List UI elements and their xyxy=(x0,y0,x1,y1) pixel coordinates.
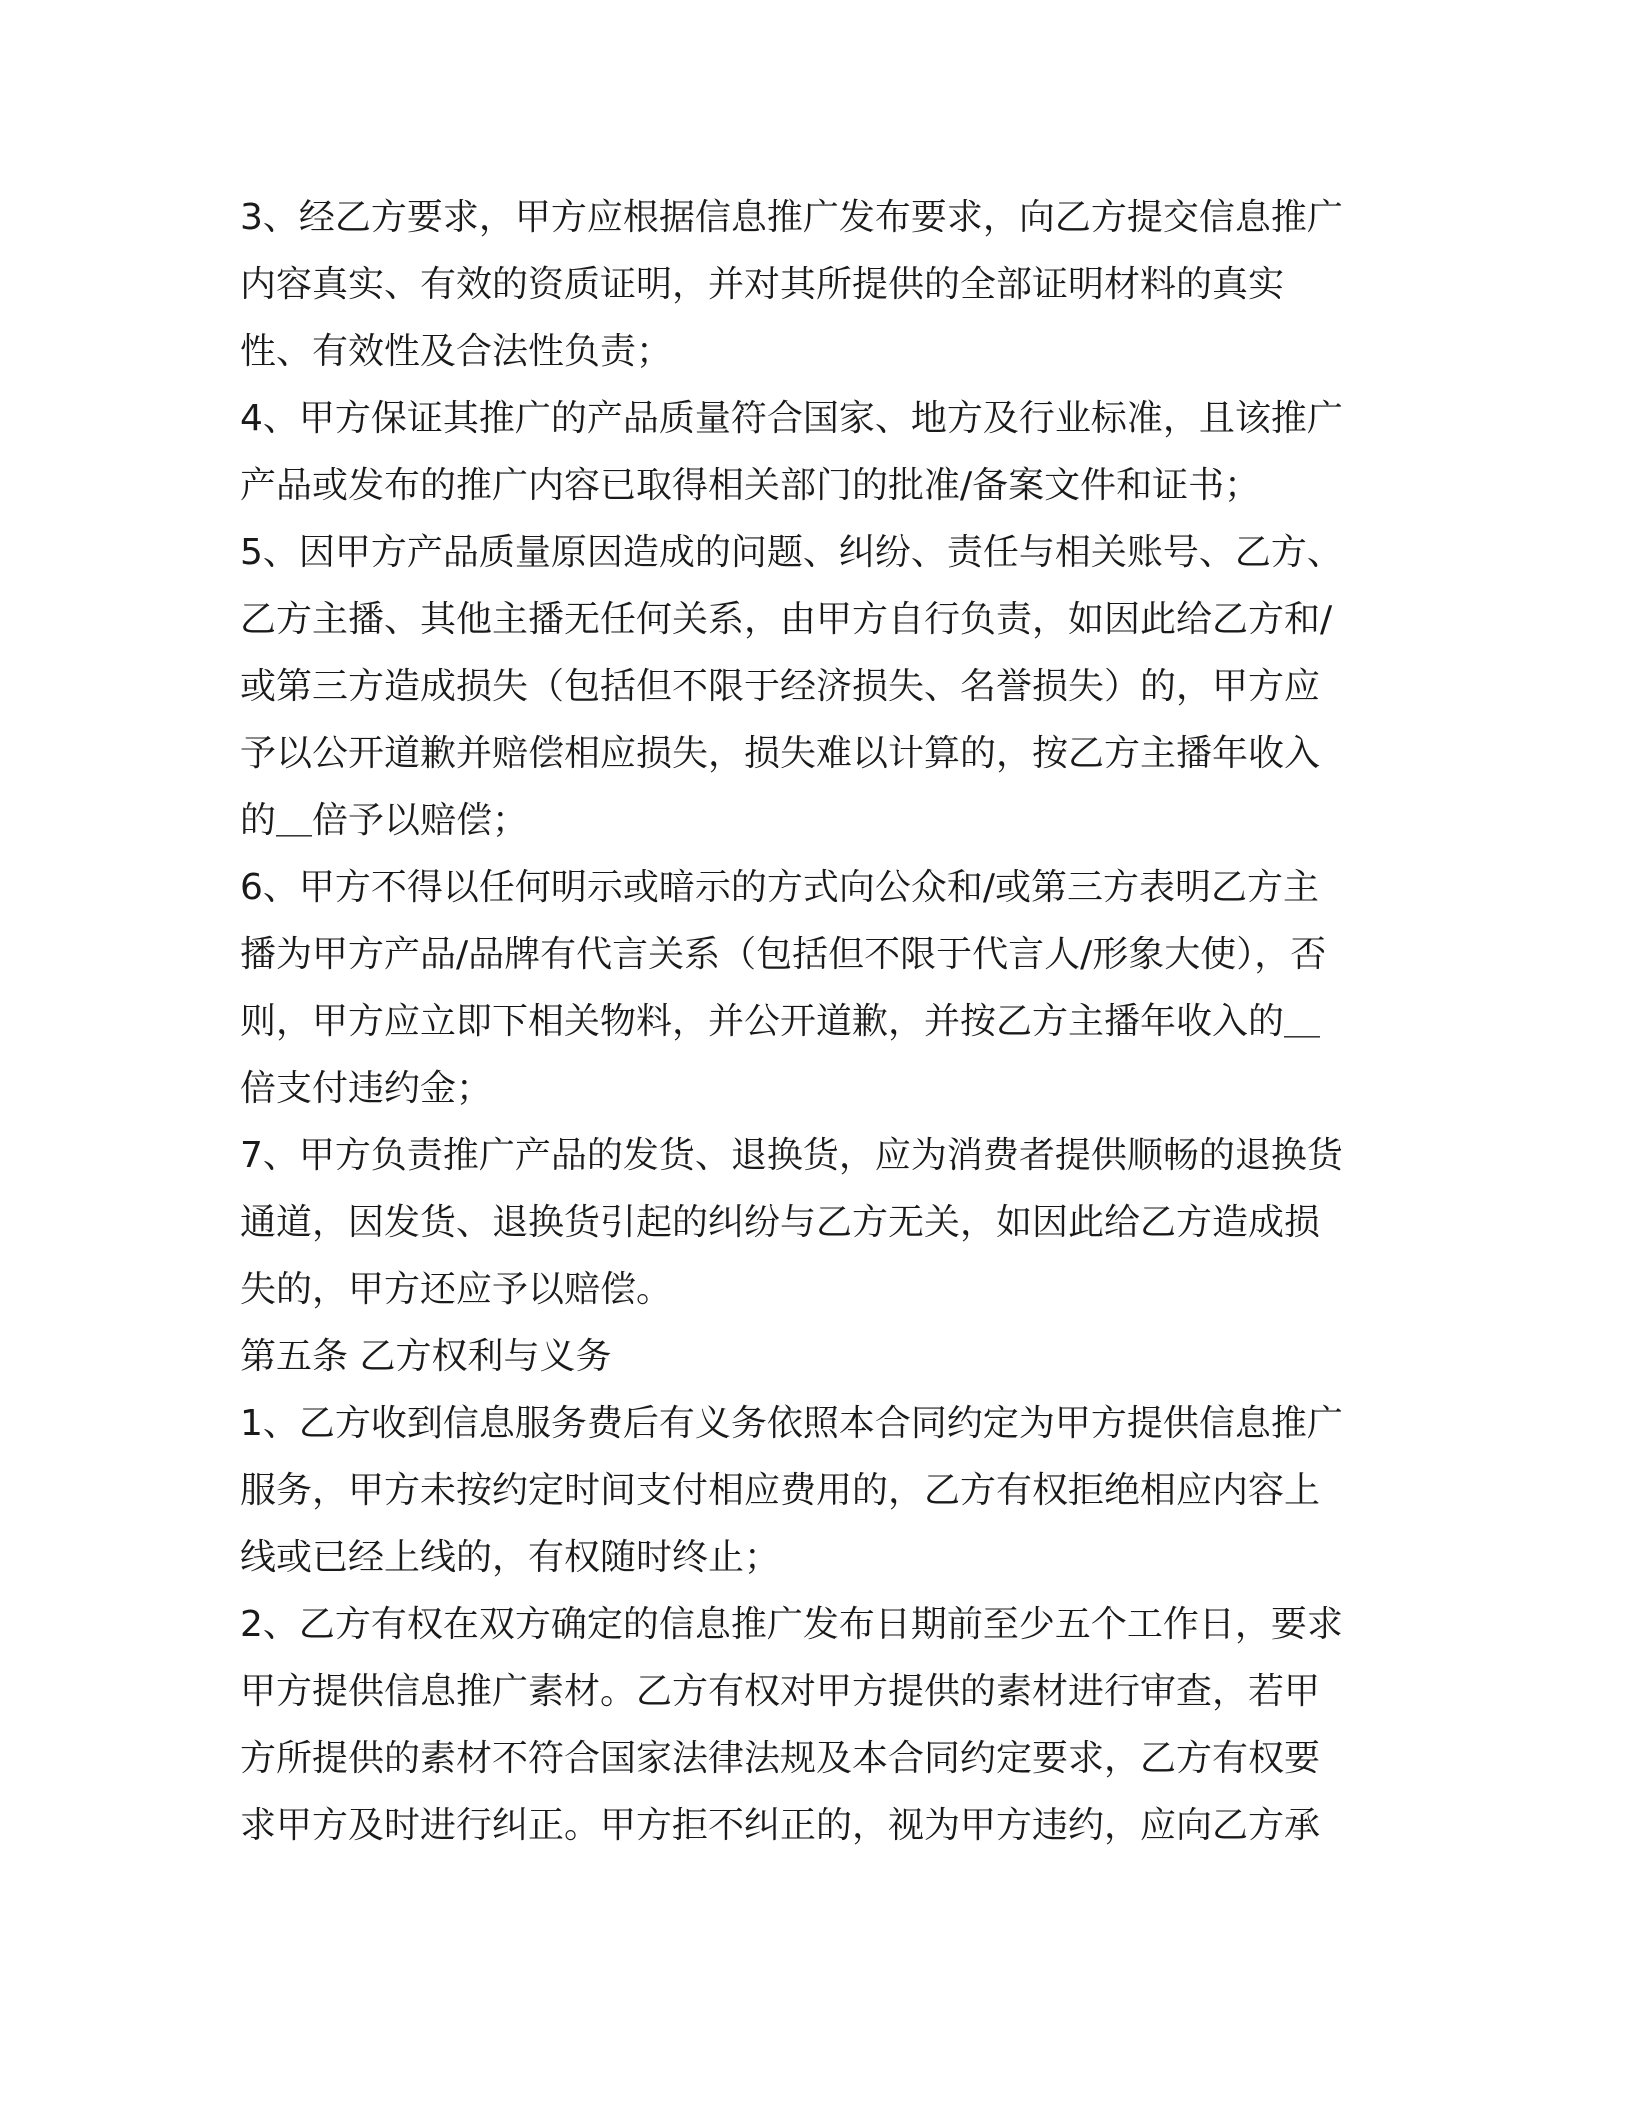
text-line: 1、乙方收到信息服务费后有义务依照本合同约定为甲方提供信息推广 xyxy=(240,1403,1343,1444)
text-line: 内容真实、有效的资质证明，并对其所提供的全部证明材料的真实 xyxy=(240,264,1285,305)
text-line: 3、经乙方要求，甲方应根据信息推广发布要求，向乙方提交信息推广 xyxy=(240,197,1343,238)
text-line: 倍支付违约金； xyxy=(240,1068,493,1109)
text-line: 线或已经上线的，有权随时终止； xyxy=(240,1537,781,1578)
text-line: 6、甲方不得以任何明示或暗示的方式向公众和/或第三方表明乙方主 xyxy=(240,867,1320,908)
text-line: 7、甲方负责推广产品的发货、退换货，应为消费者提供顺畅的退换货 xyxy=(240,1135,1343,1176)
text-line: 产品或发布的推广内容已取得相关部门的批准/备案文件和证书； xyxy=(240,465,1261,506)
text-line: 失的，甲方还应予以赔偿。 xyxy=(240,1269,673,1310)
text-line: 通道，因发货、退换货引起的纠纷与乙方无关，如因此给乙方造成损 xyxy=(240,1202,1321,1243)
text-line: 播为甲方产品/品牌有代言关系（包括但不限于代言人/形象大使），否 xyxy=(240,934,1327,975)
text-line: 则，甲方应立即下相关物料，并公开道歉，并按乙方主播年收入的＿ xyxy=(240,1001,1321,1042)
text-line: 4、甲方保证其推广的产品质量符合国家、地方及行业标准，且该推广 xyxy=(240,398,1343,439)
text-line: 性、有效性及合法性负责； xyxy=(240,331,673,372)
text-line: 或第三方造成损失（包括但不限于经济损失、名誉损失）的，甲方应 xyxy=(240,666,1321,707)
section-heading: 第五条 乙方权利与义务 xyxy=(240,1336,612,1377)
text-line: 求甲方及时进行纠正。甲方拒不纠正的，视为甲方违约，应向乙方承 xyxy=(240,1805,1321,1846)
text-line: 乙方主播、其他主播无任何关系，由甲方自行负责，如因此给乙方和/ xyxy=(240,599,1333,640)
text-line: 予以公开道歉并赔偿相应损失，损失难以计算的，按乙方主播年收入 xyxy=(240,733,1321,774)
document-body xyxy=(240,184,1390,1859)
text-line: 服务，甲方未按约定时间支付相应费用的，乙方有权拒绝相应内容上 xyxy=(240,1470,1321,1511)
text-line: 的＿倍予以赔偿； xyxy=(240,800,529,841)
text-line: 方所提供的素材不符合国家法律法规及本合同约定要求，乙方有权要 xyxy=(240,1738,1321,1779)
text-line: 2、乙方有权在双方确定的信息推广发布日期前至少五个工作日，要求 xyxy=(240,1604,1343,1645)
text-line: 甲方提供信息推广素材。乙方有权对甲方提供的素材进行审查，若甲 xyxy=(240,1671,1321,1712)
text-line: 5、因甲方产品质量原因造成的问题、纠纷、责任与相关账号、乙方、 xyxy=(240,532,1343,573)
